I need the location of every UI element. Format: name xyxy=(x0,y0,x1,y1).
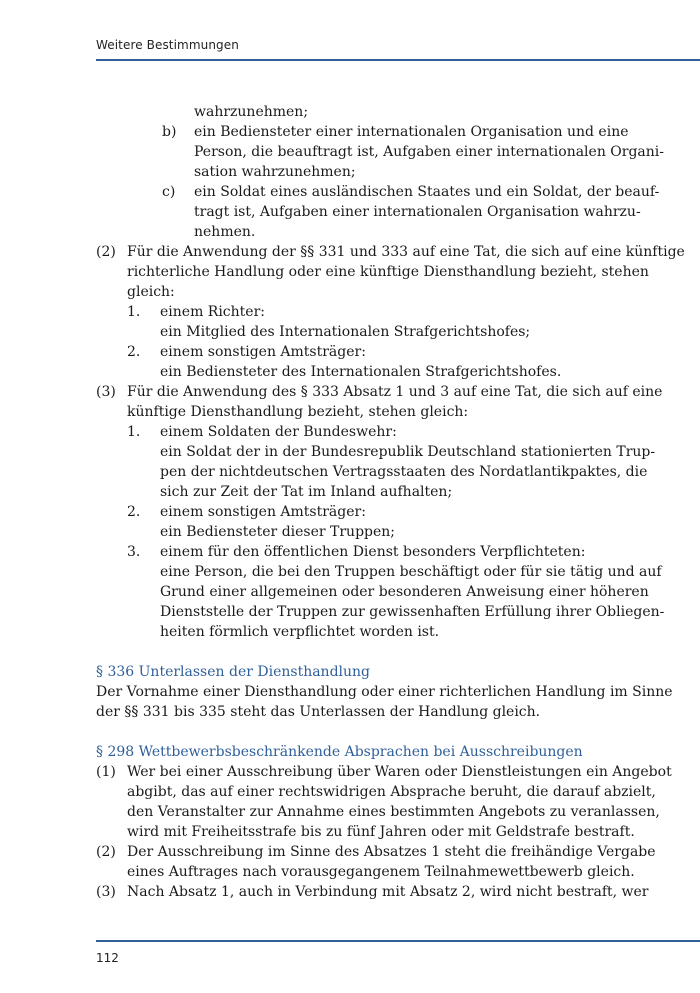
list-marker: 3. xyxy=(127,544,141,560)
list-item: 1. einem Soldaten der Bundeswehr: ein Soldat der in der Bundesrepublik Deutschland stationierten Trup- pen der nichtdeutschen Vertragsstaaten des Nordatlantikpaktes, die sich zur Zeit der Tat im Inland aufhalten; xyxy=(127,424,656,500)
list-item-b: b) ein Bediensteter einer internationalen Organisation und eine Person, die beauftragt ist, Aufgaben einer internationalen Organi- sation wahrzunehmen; xyxy=(162,124,664,180)
list-item: 1. einem Richter: ein Mitglied des Internationalen Strafgerichtshofes; xyxy=(127,304,531,340)
paragraph-marker: (2) xyxy=(96,844,116,860)
list-item: 3. einem für den öffentlichen Dienst besonders Verpflichteten: eine Person, die bei den Truppen beschäftigt oder für sie tätig und auf Grund einer allgemeinen oder besonderen Anweisung einer höheren Dienststelle der Truppen zur gewissenhaften Erfüllung ihrer Obliegen- heiten förmlich verpflichtet worden ist. xyxy=(127,544,665,640)
list-marker: 1. xyxy=(127,424,141,440)
header-divider xyxy=(96,59,700,61)
list-item-a-continuation: wahrzunehmen; xyxy=(194,104,309,120)
paragraph-3: (3) Für die Anwendung des § 333 Absatz 1 und 3 auf eine Tat, die sich auf eine künftige Diensthandlung bezieht, stehen gleich: 1. einem Soldaten der Bundeswehr: ein Soldat der in der Bundesrepublik Deutschland stationierten Trup- pen der nichtdeutschen Vertragsstaaten des Nordatlantikpaktes, die sich zur Zeit der Tat im Inland aufhalten; 2. einem sonstigen Amtsträger: ein Bediensteter dieser Truppen; 3. einem für den öffentlichen Dienst besonders Verpflichteten: eine Person, die bei den Truppen beschäftigt oder für sie tätig und auf Grund einer allgemeinen oder besonderen Anweisung einer höheren Dienststelle der Truppen zur gewissenhaften Erfüllung ihrer Obliegen- heiten förmlich verpflichtet worden ist. xyxy=(96,384,665,640)
list-marker: c) xyxy=(162,184,176,200)
paragraph-marker: (2) xyxy=(96,244,116,260)
paragraph-marker: (3) xyxy=(96,884,116,900)
list-item: 2. einem sonstigen Amtsträger: ein Bediensteter dieser Truppen; xyxy=(127,504,396,540)
section-298 xyxy=(96,742,672,902)
list-item-c: c) ein Soldat eines ausländischen Staates und ein Soldat, der beauf- tragt ist, Aufgaben einer internationalen Organisation wahrzu- nehmen. xyxy=(162,184,660,240)
list-marker: b) xyxy=(162,124,177,140)
list-marker: 1. xyxy=(127,304,141,320)
section-heading: § 298 Wettbewerbsbeschränkende Absprachen bei Ausschreibungen xyxy=(96,744,583,760)
paragraph-2: (2) Für die Anwendung der §§ 331 und 333 auf eine Tat, die sich auf eine künftige richterliche Handlung oder eine künftige Diensthandlung bezieht, stehen gleich: 1. einem Richter: ein Mitglied des Internationalen Strafgerichtshofes; 2. einem sonstigen Amtsträger: ein Bediensteter des Internationalen Strafgerichtshofes. xyxy=(96,244,685,380)
list-item: 2. einem sonstigen Amtsträger: ein Bediensteter des Internationalen Strafgerichtshofes. xyxy=(127,344,562,380)
paragraph-1: (1) Wer bei einer Ausschreibung über Waren oder Dienstleistungen ein Angebot abgibt, das auf einer rechtswidrigen Absprache beruht, die darauf abzielt, den Veranstalter zur Annahme eines bestimmten Angebots zu veranlassen, wird mit Freiheitsstrafe bis zu fünf Jahren oder mit Geldstrafe bestraft. xyxy=(96,764,672,840)
footer-divider xyxy=(96,940,700,942)
list-marker: 2. xyxy=(127,504,141,520)
paragraph-2: (2) Der Ausschreibung im Sinne des Absatzes 1 steht die freihändige Vergabe eines Auftrages nach vorausgegangenem Teilnahmewettbewerb gleich. xyxy=(96,844,656,880)
section-336: § 336 Unterlassen der Diensthandlung Der Vornahme einer Diensthandlung oder einer richterlichen Handlung im Sinne der §§ 331 bis 335 steht das Unterlassen der Handlung gleich. xyxy=(96,664,673,720)
paragraph-3: (3) Nach Absatz 1, auch in Verbindung mit Absatz 2, wird nicht bestraft, wer xyxy=(96,884,649,900)
section-heading: § 336 Unterlassen der Diensthandlung xyxy=(96,664,371,680)
list-marker: 2. xyxy=(127,344,141,360)
page-number: 112 xyxy=(96,951,119,965)
running-header: Weitere Bestimmungen xyxy=(96,38,239,52)
paragraph-marker: (3) xyxy=(96,384,116,400)
page-body xyxy=(96,102,685,902)
paragraph-marker: (1) xyxy=(96,764,116,780)
